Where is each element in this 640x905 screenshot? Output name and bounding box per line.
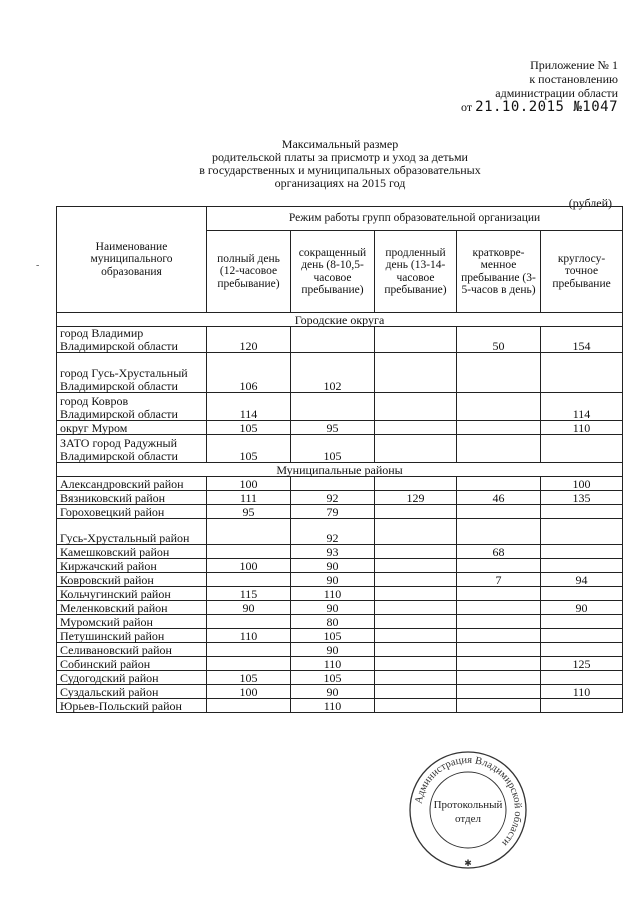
appendix-line3: администрации области (495, 86, 618, 100)
header-group: Режим работы групп образовательной организации (207, 207, 623, 231)
fee-value-cell: 90 (541, 601, 623, 615)
fee-value-cell (457, 671, 541, 685)
fee-value-cell (375, 421, 457, 435)
header-col-round-the-clock: круглосу-точное пребывание (541, 231, 623, 313)
fee-value-cell: 120 (207, 327, 291, 353)
fee-value-cell (541, 629, 623, 643)
fee-value-cell: 90 (291, 559, 375, 573)
fee-value-cell (457, 629, 541, 643)
fee-value-cell: 105 (207, 421, 291, 435)
fee-value-cell (375, 615, 457, 629)
stamp-ring-text: Администрация Владимирской области (413, 754, 524, 849)
fee-value-cell: 92 (291, 519, 375, 545)
fee-value-cell (375, 505, 457, 519)
fee-value-cell (457, 657, 541, 671)
fee-value-cell (375, 643, 457, 657)
title-line3: в государственных и муниципальных образовательных (199, 163, 481, 177)
fee-value-cell: 100 (541, 477, 623, 491)
fee-value-cell: 102 (291, 353, 375, 393)
municipality-name: Собинский район (57, 657, 207, 671)
fee-value-cell: 100 (207, 559, 291, 573)
fee-value-cell: 80 (291, 615, 375, 629)
fee-value-cell (541, 505, 623, 519)
official-stamp (406, 748, 530, 872)
municipality-name: Селивановский район (57, 643, 207, 657)
appendix-block (458, 58, 618, 114)
header-col-full-day: полный день (12-часовое пребывание) (207, 231, 291, 313)
fee-value-cell (375, 519, 457, 545)
fee-value-cell (457, 421, 541, 435)
fee-value-cell: 110 (291, 587, 375, 601)
fee-value-cell: 50 (457, 327, 541, 353)
fee-value-cell (375, 477, 457, 491)
fee-value-cell (457, 505, 541, 519)
fee-value-cell (207, 573, 291, 587)
table-row-municipal (57, 685, 623, 699)
fee-value-cell (207, 545, 291, 559)
table-row-municipal (57, 629, 623, 643)
table-row-urban (57, 353, 623, 393)
fee-value-cell (375, 573, 457, 587)
fee-value-cell: 110 (541, 421, 623, 435)
section-municipal-districts-label: Муниципальные районы (57, 463, 623, 477)
fee-value-cell (457, 477, 541, 491)
fee-value-cell: 110 (291, 699, 375, 713)
fee-value-cell (375, 587, 457, 601)
scan-mark: ‐ (36, 260, 40, 271)
fee-value-cell (457, 615, 541, 629)
fee-value-cell (541, 587, 623, 601)
fee-value-cell: 105 (291, 629, 375, 643)
fee-value-cell (375, 671, 457, 685)
fee-value-cell: 100 (207, 685, 291, 699)
table-row-municipal (57, 491, 623, 505)
fee-value-cell: 105 (291, 435, 375, 463)
fee-value-cell (375, 559, 457, 573)
municipality-name: Киржачский район (57, 559, 207, 573)
fee-value-cell (457, 601, 541, 615)
fee-value-cell: 154 (541, 327, 623, 353)
municipality-name: город Гусь-Хрустальный Владимирской области (57, 353, 207, 393)
fee-value-cell (457, 699, 541, 713)
fee-value-cell (541, 353, 623, 393)
municipality-name: Судогодский район (57, 671, 207, 685)
fee-value-cell (457, 353, 541, 393)
table-row-urban (57, 327, 623, 353)
fee-value-cell: 100 (207, 477, 291, 491)
fee-value-cell: 90 (291, 643, 375, 657)
fee-value-cell (457, 643, 541, 657)
fee-value-cell: 95 (207, 505, 291, 519)
municipality-name: Кольчугинский район (57, 587, 207, 601)
fee-value-cell: 7 (457, 573, 541, 587)
stamp-center-line2: отдел (455, 813, 481, 825)
table-row-municipal (57, 587, 623, 601)
fee-value-cell (375, 545, 457, 559)
fee-value-cell (375, 601, 457, 615)
fee-table (56, 206, 623, 713)
header-col-short-stay: кратковре-менное пребывание (3-5-часов в день) (457, 231, 541, 313)
table-row-municipal (57, 601, 623, 615)
municipality-name: Ковровский район (57, 573, 207, 587)
fee-table-body (57, 313, 623, 713)
municipality-name: Юрьев-Польский район (57, 699, 207, 713)
table-row-municipal (57, 573, 623, 587)
fee-value-cell: 125 (541, 657, 623, 671)
fee-value-cell (291, 393, 375, 421)
appendix-date-prefix: от (461, 100, 473, 114)
fee-value-cell (375, 629, 457, 643)
fee-value-cell (541, 643, 623, 657)
fee-value-cell (207, 643, 291, 657)
municipality-name: Гороховецкий район (57, 505, 207, 519)
fee-value-cell: 46 (457, 491, 541, 505)
municipality-name: округ Муром (57, 421, 207, 435)
municipality-name: город Владимир Владимирской области (57, 327, 207, 353)
title-line2: родительской платы за присмотр и уход за детьми (212, 150, 468, 164)
section-municipal-districts (57, 463, 623, 477)
stamp-center-line1: Протокольный (433, 799, 503, 811)
fee-value-cell: 106 (207, 353, 291, 393)
fee-value-cell (541, 699, 623, 713)
fee-value-cell (541, 671, 623, 685)
header-col-short-day: сокращенный день (8-10,5-часовое пребывание) (291, 231, 375, 313)
fee-value-cell: 110 (291, 657, 375, 671)
fee-value-cell (541, 545, 623, 559)
appendix-line1: Приложение № 1 (530, 58, 618, 72)
appendix-date (458, 100, 618, 114)
units-label: (рублей) (568, 196, 612, 210)
fee-value-cell: 105 (291, 671, 375, 685)
header-municipality: Наименование муниципального образования (57, 207, 207, 313)
section-urban-districts (57, 313, 623, 327)
fee-value-cell: 90 (207, 601, 291, 615)
fee-value-cell (541, 615, 623, 629)
section-urban-districts-label: Городские округа (57, 313, 623, 327)
table-row-municipal (57, 545, 623, 559)
fee-value-cell: 68 (457, 545, 541, 559)
fee-value-cell (541, 435, 623, 463)
fee-value-cell: 110 (541, 685, 623, 699)
municipality-name: Гусь-Хрустальный район (57, 519, 207, 545)
fee-value-cell (207, 657, 291, 671)
fee-value-cell (375, 353, 457, 393)
fee-value-cell (457, 519, 541, 545)
fee-value-cell: 114 (541, 393, 623, 421)
table-row-municipal (57, 657, 623, 671)
table-row-municipal (57, 615, 623, 629)
fee-value-cell: 92 (291, 491, 375, 505)
fee-value-cell: 93 (291, 545, 375, 559)
title-line4: организациях на 2015 год (274, 176, 406, 190)
municipality-name: Вязниковский район (57, 491, 207, 505)
fee-value-cell (457, 393, 541, 421)
fee-value-cell: 79 (291, 505, 375, 519)
fee-value-cell (375, 435, 457, 463)
table-row-urban (57, 393, 623, 421)
municipality-name: город Ковров Владимирской области (57, 393, 207, 421)
fee-value-cell (207, 519, 291, 545)
fee-value-cell (541, 519, 623, 545)
municipality-name: Камешковский район (57, 545, 207, 559)
municipality-name: Меленковский район (57, 601, 207, 615)
table-row-urban (57, 421, 623, 435)
fee-value-cell (375, 699, 457, 713)
table-row-municipal (57, 519, 623, 545)
header-col-extended-day: продленный день (13-14-часовое пребывание) (375, 231, 457, 313)
appendix-date-value: 21.10.2015 №1047 (475, 99, 618, 115)
fee-value-cell: 105 (207, 435, 291, 463)
fee-value-cell (457, 559, 541, 573)
fee-value-cell (291, 327, 375, 353)
fee-value-cell: 135 (541, 491, 623, 505)
fee-value-cell (457, 685, 541, 699)
fee-value-cell (375, 327, 457, 353)
table-row-municipal (57, 671, 623, 685)
fee-value-cell: 90 (291, 573, 375, 587)
table-row-municipal (57, 505, 623, 519)
fee-value-cell (375, 657, 457, 671)
fee-value-cell (375, 685, 457, 699)
municipality-name: Петушинский район (57, 629, 207, 643)
fee-value-cell (375, 393, 457, 421)
municipality-name: ЗАТО город Радужный Владимирской области (57, 435, 207, 463)
fee-value-cell: 90 (291, 601, 375, 615)
table-row-municipal (57, 699, 623, 713)
table-row-urban (57, 435, 623, 463)
fee-value-cell: 115 (207, 587, 291, 601)
fee-value-cell: 105 (207, 671, 291, 685)
municipality-name: Суздальский район (57, 685, 207, 699)
fee-value-cell (291, 477, 375, 491)
fee-value-cell: 110 (207, 629, 291, 643)
table-row-municipal (57, 477, 623, 491)
appendix-line2: к постановлению (529, 72, 618, 86)
fee-value-cell (207, 699, 291, 713)
fee-value-cell (541, 559, 623, 573)
table-row-municipal (57, 643, 623, 657)
fee-value-cell: 114 (207, 393, 291, 421)
municipality-name: Александровский район (57, 477, 207, 491)
municipality-name: Муромский район (57, 615, 207, 629)
fee-value-cell (457, 435, 541, 463)
title-line1: Максимальный размер (281, 137, 399, 151)
fee-value-cell: 90 (291, 685, 375, 699)
fee-value-cell (457, 587, 541, 601)
fee-value-cell: 94 (541, 573, 623, 587)
document-title (150, 138, 530, 190)
fee-value-cell (207, 615, 291, 629)
table-row-municipal (57, 559, 623, 573)
fee-value-cell: 129 (375, 491, 457, 505)
fee-value-cell: 95 (291, 421, 375, 435)
stamp-star-icon: ✱ (464, 859, 472, 869)
fee-value-cell: 111 (207, 491, 291, 505)
